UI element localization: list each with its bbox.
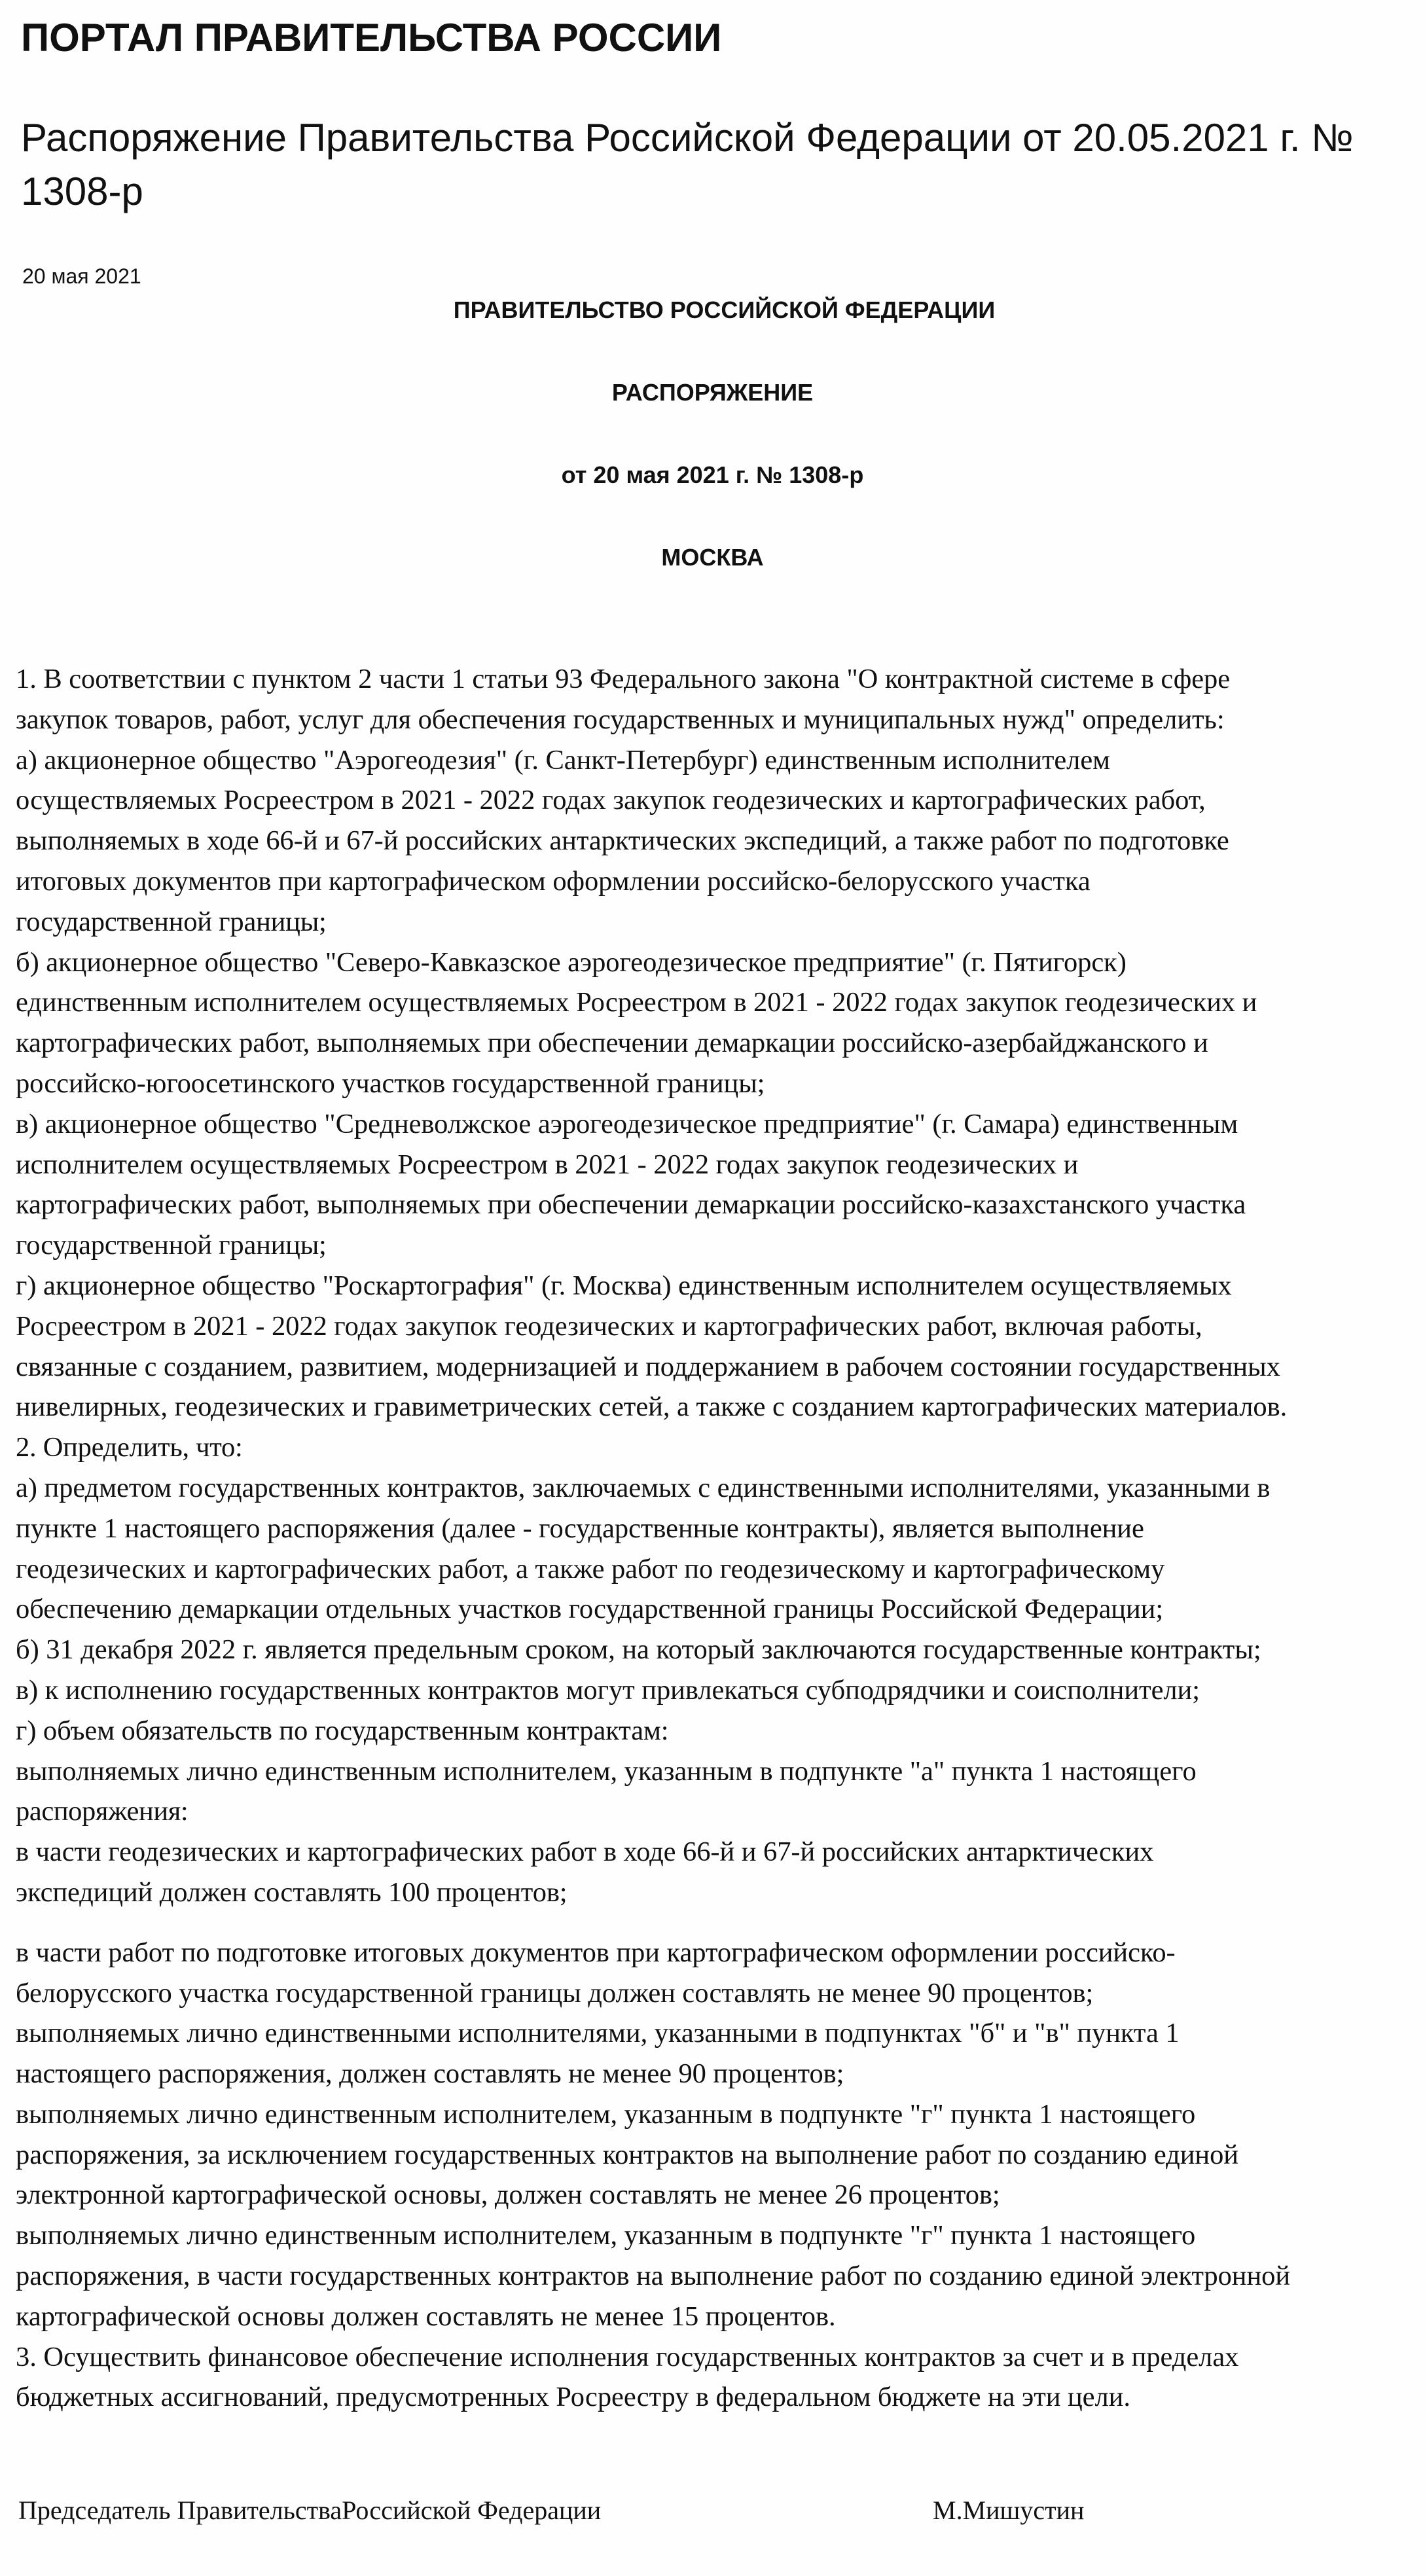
- body-line: распоряжения, в части государственных контрактов на выполнение работ по созданию единой электронной: [16, 2261, 1291, 2292]
- signatory-name: М.Мишустин: [933, 2496, 1085, 2525]
- body-line: геодезических и картографических работ, а также работ по геодезическому и картографическому: [16, 1553, 1165, 1584]
- body-line: а) акционерное общество "Аэрогеодезия" (г. Санкт-Петербург) единственным исполнителем: [16, 744, 1110, 776]
- body-line: пункте 1 настоящего распоряжения (далее - государственные контракты), является выполнение: [16, 1512, 1144, 1544]
- body-line: а) предметом государственных контрактов, заключаемых с единственными исполнителями, указанными в: [16, 1472, 1271, 1503]
- body-line: выполняемых в ходе 66-й и 67-й российских антарктических экспедиций, а также работ по подготовке: [16, 825, 1229, 857]
- body-line: бюджетных ассигнований, предусмотренных Росреестру в федеральном бюджете на эти цели.: [16, 2382, 1130, 2413]
- body-line: настоящего распоряжения, должен составлять не менее 90 процентов;: [16, 2058, 844, 2090]
- body-line: 3. Осуществить финансовое обеспечение исполнения государственных контрактов за счет и в пределах: [16, 2341, 1239, 2372]
- body-line: 2. Определить, что:: [16, 1432, 243, 1463]
- body-line: выполняемых лично единственным исполнителем, указанным в подпункте "а" пункта 1 настоящего: [16, 1755, 1197, 1787]
- document-body: [16, 659, 1423, 2418]
- body-line: единственным исполнителем осуществляемых Росреестром в 2021 - 2022 годах закупок геодезических и: [16, 987, 1257, 1018]
- body-line: в) к исполнению государственных контрактов могут привлекаться субподрядчики и соисполнители;: [16, 1674, 1200, 1706]
- body-line: государственной границы;: [16, 906, 327, 937]
- body-line: выполняемых лично единственным исполнителем, указанным в подпункте "г" пункта 1 настоящего: [16, 2220, 1196, 2251]
- body-line: г) объем обязательств по государственным контрактам:: [16, 1715, 669, 1746]
- body-line: б) 31 декабря 2022 г. является предельным сроком, на который заключаются государственные контракты;: [16, 1634, 1261, 1666]
- body-line: экспедиций должен составлять 100 процентов;: [16, 1876, 568, 1908]
- body-line: выполняемых лично единственным исполнителем, указанным в подпункте "г" пункта 1 настоящего: [16, 2098, 1196, 2130]
- body-line: закупок товаров, работ, услуг для обеспечения государственных и муниципальных нужд" определить:: [16, 704, 1225, 735]
- body-line: государственной границы;: [16, 1230, 327, 1261]
- body-line: в части работ по подготовке итоговых документов при картографическом оформлении российско-: [16, 1937, 1176, 1968]
- body-line: исполнителем осуществляемых Росреестром в 2021 - 2022 годах закупок геодезических и: [16, 1149, 1079, 1180]
- portal-title: ПОРТАЛ ПРАВИТЕЛЬСТВА РОССИИ: [21, 16, 722, 60]
- body-line: распоряжения:: [16, 1796, 189, 1827]
- body-line: картографических работ, выполняемых при обеспечении демаркации российско-азербайджанского и: [16, 1028, 1208, 1059]
- body-line: итоговых документов при картографическом оформлении российско-белорусского участка: [16, 865, 1091, 897]
- paragraph-gap: [16, 1913, 1423, 1933]
- issuing-authority: ПРАВИТЕЛЬСТВО РОССИЙСКОЙ ФЕДЕРАЦИИ: [453, 296, 996, 323]
- body-line: Росреестром в 2021 - 2022 годах закупок геодезических и картографических работ, включая работы,: [16, 1310, 1202, 1342]
- body-line: в) акционерное общество "Средневолжское аэрогеодезическое предприятие" (г. Самара) единственным: [16, 1108, 1238, 1139]
- body-line: связанные с созданием, развитием, модернизацией и поддержанием в рабочем состоянии государственных: [16, 1351, 1280, 1382]
- document-kind: РАСПОРЯЖЕНИЕ: [611, 379, 814, 406]
- body-line: российско-югоосетинского участков государственной границы;: [16, 1067, 765, 1099]
- body-line: осуществляемых Росреестром в 2021 - 2022 годах закупок геодезических и картографических работ,: [16, 785, 1206, 816]
- body-line: белорусского участка государственной границы должен составлять не менее 90 процентов;: [16, 1977, 1094, 2009]
- body-line: 1. В соответствии с пунктом 2 части 1 статьи 93 Федерального закона "О контрактной системе в сфере: [16, 664, 1231, 694]
- body-line: выполняемых лично единственными исполнителями, указанными в подпунктах "б" и "в" пункта 1: [16, 2018, 1180, 2049]
- document-title: Распоряжение Правительства Российской Федерации от 20.05.2021 г. № 1308-р: [21, 116, 1354, 213]
- issuing-city: МОСКВА: [661, 544, 764, 571]
- body-line: картографических работ, выполняемых при обеспечении демаркации российско-казахстанского участка: [16, 1189, 1246, 1221]
- body-line: г) акционерное общество "Роскартография" (г. Москва) единственным исполнителем осуществляемых: [16, 1270, 1232, 1301]
- body-line: б) акционерное общество "Северо-Кавказское аэрогеодезическое предприятие" (г. Пятигорск): [16, 946, 1127, 978]
- publication-date: 20 мая 2021: [22, 264, 141, 288]
- body-line: картографической основы должен составлять не менее 15 процентов.: [16, 2300, 836, 2332]
- body-line: нивелирных, геодезических и гравиметрических сетей, а также с созданием картографических материалов.: [16, 1391, 1288, 1423]
- body-line: распоряжения, за исключением государственных контрактов на выполнение работ по созданию единой: [16, 2139, 1238, 2170]
- body-line: обеспечению демаркации отдельных участков государственной границы Российской Федерации;: [16, 1594, 1164, 1625]
- signatory-position: Председатель ПравительстваРоссийской Федерации: [18, 2496, 602, 2525]
- body-line: в части геодезических и картографических работ в ходе 66-й и 67-й российских антарктических: [16, 1836, 1154, 1868]
- body-line: электронной картографической основы, должен составлять не менее 26 процентов;: [16, 2179, 1000, 2211]
- document-number-line: от 20 мая 2021 г. № 1308-р: [561, 461, 864, 488]
